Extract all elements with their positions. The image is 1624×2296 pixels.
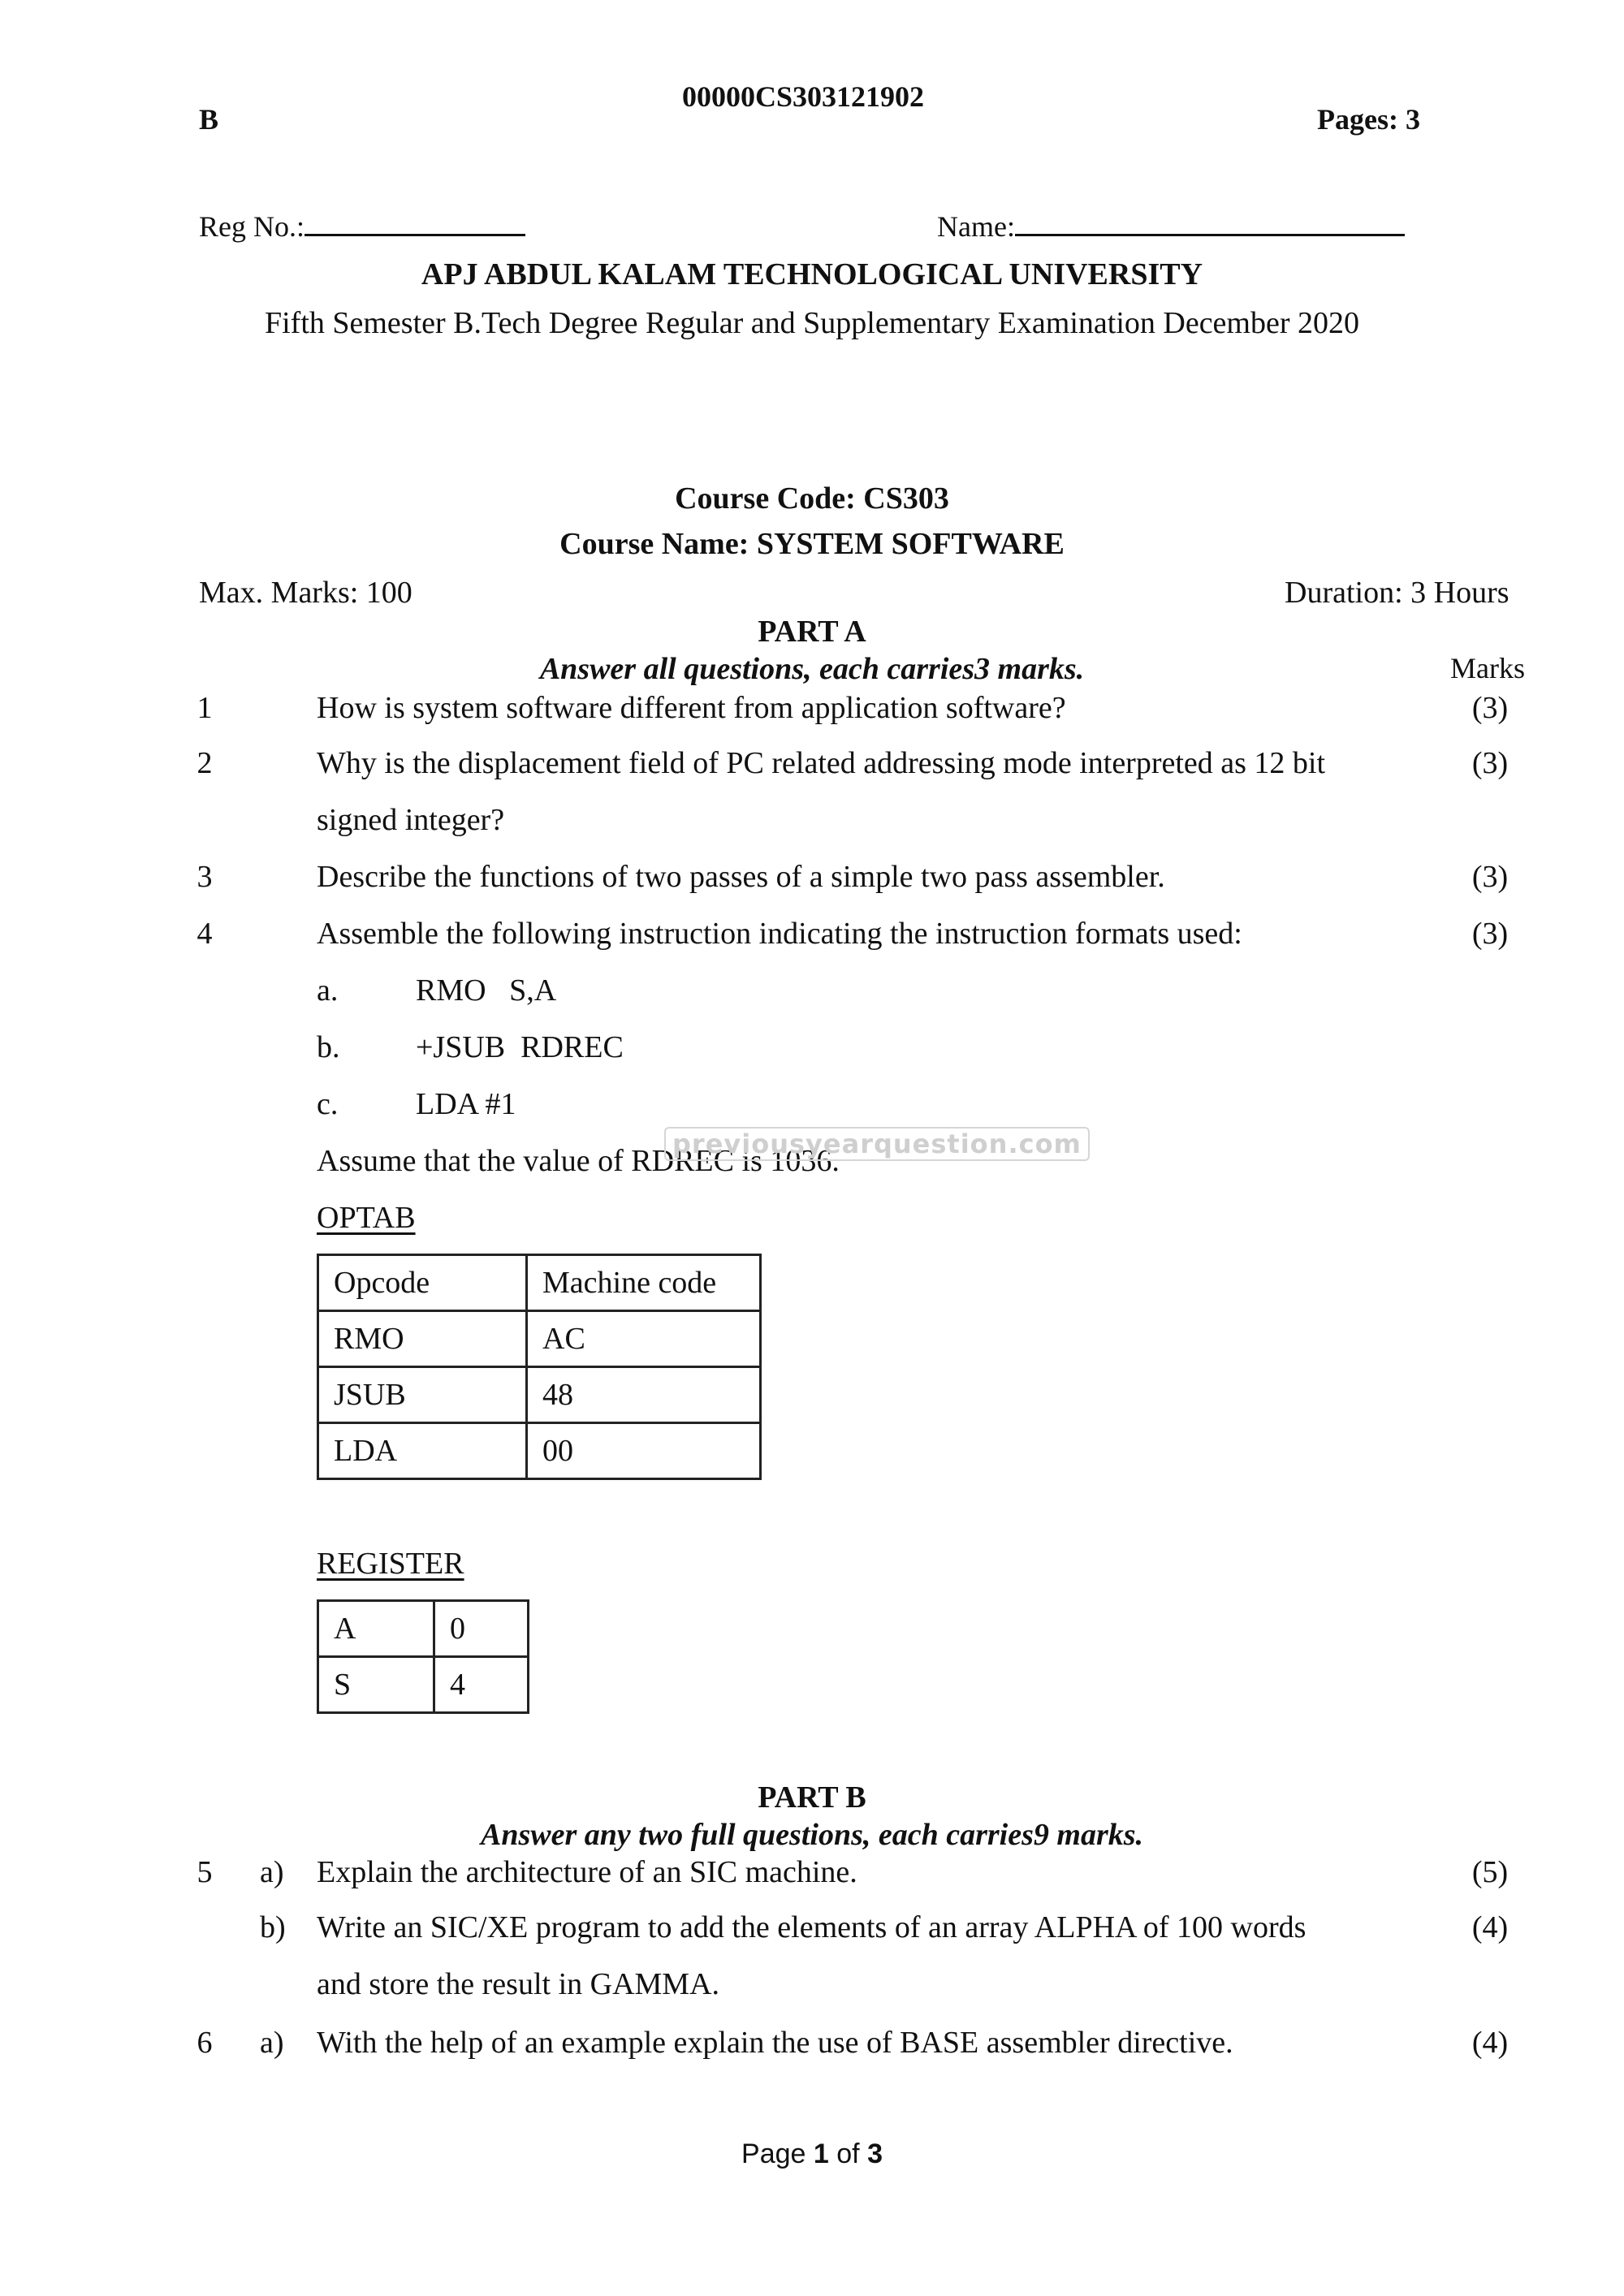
watermark: previousyearquestion.com: [664, 1127, 1090, 1161]
question-number: 3: [197, 860, 213, 894]
table-row: [318, 1657, 529, 1713]
page-count: Pages: 3: [1317, 103, 1420, 136]
question-marks: (3): [1471, 917, 1509, 951]
table-cell: JSUB: [318, 1367, 527, 1423]
name-blank: [1015, 209, 1405, 236]
optab-table: [317, 1254, 762, 1480]
question-text-line2: signed integer?: [317, 803, 505, 837]
exam-title: Fifth Semester B.Tech Degree Regular and Supplementary Examination December 2020: [264, 306, 1360, 340]
course-code: Course Code: CS303: [675, 481, 949, 516]
reg-no-label: Reg No.:: [199, 210, 304, 243]
subitem-label: b.: [317, 1030, 340, 1064]
footer-page-number: 1: [813, 2138, 829, 2169]
table-header-cell: Machine code: [527, 1255, 761, 1311]
question-text-line2: and store the result in GAMMA.: [317, 1967, 720, 2001]
marks-column-header: Marks: [1450, 652, 1525, 684]
question-text: Explain the architecture of an SIC machine.: [317, 1855, 857, 1889]
table-cell: 4: [434, 1657, 529, 1713]
name-field: [937, 209, 1405, 244]
name-label: Name:: [937, 210, 1015, 243]
paper-code: 00000CS303121902: [682, 80, 925, 113]
part-b-instruction: Answer any two full questions, each carries9 marks.: [480, 1818, 1144, 1852]
table-row: [318, 1423, 761, 1479]
question-marks: (3): [1471, 691, 1509, 725]
question-text: Assemble the following instruction indicating the instruction formats used:: [317, 917, 1242, 951]
part-a-instruction: Answer all questions, each carries3 marks.: [539, 652, 1085, 686]
question-number: 6: [197, 2026, 213, 2060]
duration: Duration: 3 Hours: [1285, 576, 1510, 610]
table-cell: AC: [527, 1311, 761, 1367]
subitem-label: c.: [317, 1087, 339, 1121]
question-number: 2: [197, 746, 213, 780]
subquestion-label: b): [260, 1910, 286, 1944]
subitem-label: a.: [317, 973, 339, 1008]
table-row: [318, 1255, 761, 1311]
reg-no-blank: [304, 209, 525, 236]
university-title: APJ ABDUL KALAM TECHNOLOGICAL UNIVERSITY: [421, 257, 1203, 291]
series-label: B: [199, 103, 219, 136]
table-cell: 0: [434, 1601, 529, 1657]
assumption-text: Assume that the value of RDREC is 1036.: [317, 1144, 840, 1178]
table-cell: 48: [527, 1367, 761, 1423]
table-row: [318, 1311, 761, 1367]
table-cell: S: [318, 1657, 434, 1713]
question-number: 4: [197, 917, 213, 951]
part-b-heading: PART B: [758, 1780, 866, 1815]
question-text-line1: Write an SIC/XE program to add the elements of an array ALPHA of 100 words: [317, 1910, 1307, 1944]
table-cell: A: [318, 1601, 434, 1657]
footer-of-word: of: [836, 2138, 860, 2169]
table-cell: LDA: [318, 1423, 527, 1479]
table-cell: RMO: [318, 1311, 527, 1367]
question-marks: (4): [1471, 1910, 1509, 1944]
question-text: With the help of an example explain the use of BASE assembler directive.: [317, 2026, 1233, 2060]
part-a-heading: PART A: [758, 615, 866, 649]
table-cell: 00: [527, 1423, 761, 1479]
question-text-line1: Why is the displacement field of PC related addressing mode interpreted as 12 bit: [317, 746, 1326, 780]
subitem-instruction: +JSUB RDREC: [416, 1030, 624, 1064]
question-text: Describe the functions of two passes of a simple two pass assembler.: [317, 860, 1165, 894]
subquestion-label: a): [260, 2026, 284, 2060]
table-header-cell: Opcode: [318, 1255, 527, 1311]
page-footer: [0, 2138, 1624, 2170]
subquestion-label: a): [260, 1855, 284, 1889]
footer-page-word: Page: [741, 2138, 806, 2169]
register-table: [317, 1599, 529, 1714]
subitem-instruction: LDA #1: [416, 1087, 516, 1121]
reg-no-field: [199, 209, 525, 244]
question-number: 5: [197, 1855, 213, 1889]
question-text: How is system software different from application software?: [317, 691, 1066, 725]
table-row: [318, 1601, 529, 1657]
max-marks: Max. Marks: 100: [199, 576, 412, 610]
register-title: REGISTER: [317, 1547, 464, 1581]
optab-title: OPTAB: [317, 1201, 416, 1235]
question-marks: (5): [1471, 1855, 1509, 1889]
subitem-instruction: RMO S,A: [416, 973, 557, 1008]
question-marks: (3): [1471, 860, 1509, 894]
table-row: [318, 1367, 761, 1423]
question-number: 1: [197, 691, 213, 725]
footer-page-total: 3: [867, 2138, 883, 2169]
question-marks: (4): [1471, 2026, 1509, 2060]
question-marks: (3): [1471, 746, 1509, 780]
course-name: Course Name: SYSTEM SOFTWARE: [559, 527, 1065, 561]
